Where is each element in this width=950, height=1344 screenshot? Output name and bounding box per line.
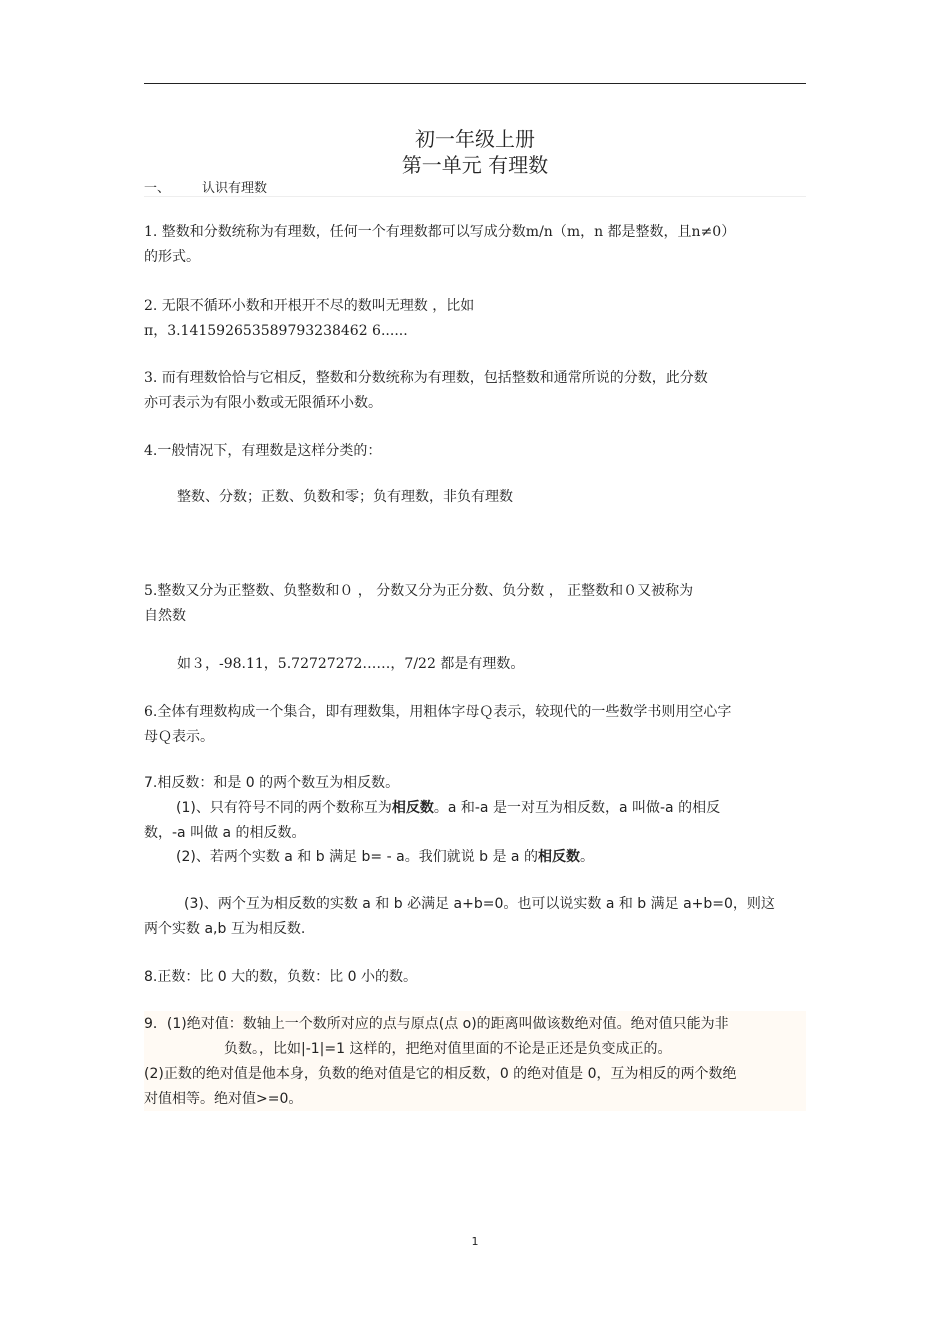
item-3-line-2: 亦可表示为有限小数或无限循环小数。 — [144, 395, 382, 411]
item-6-line-2: 母Ｑ表示。 — [144, 729, 214, 745]
item-5-line-1: 5.整数又分为正整数、负整数和０ ， 分数又分为正分数、负分数 ， 正整数和０又被称为 — [144, 583, 694, 599]
page-number: 1 — [471, 1235, 479, 1248]
item-7-1-bold-term: 相反数 — [391, 800, 434, 816]
item-4: 4.一般情况下，有理数是这样分类的： — [144, 443, 382, 459]
document-title: 初一年级上册 — [415, 127, 535, 151]
item-7-3 — [144, 892, 806, 942]
item-5-example: 如３，-98.11，5.72727272……，7/22 都是有理数。 — [177, 656, 525, 672]
item-7-2-text-post: 。 — [579, 849, 594, 865]
item-2-line-1: 2. 无限不循环小数和开根开不尽的数叫无理数 ，比如 — [144, 298, 475, 314]
item-3 — [144, 366, 806, 416]
section-title: 认识有理数 — [202, 181, 268, 196]
section-divider — [144, 196, 806, 197]
header-rule — [144, 83, 806, 84]
item-7-1 — [144, 796, 806, 846]
item-4-classification: 整数、分数；正数、负数和零；负有理数，非负有理数 — [177, 489, 513, 505]
item-9-line-4: 对值相等。绝对值>=0。 — [144, 1091, 303, 1107]
item-2-line-2: π，3.141592653589793238462 6...... — [144, 323, 408, 339]
section-heading — [144, 177, 267, 196]
item-7-2-text-pre: (2)、若两个实数 a 和 b 满足 b= - a。我们就说 b 是 a 的 — [176, 849, 538, 865]
item-5 — [144, 579, 806, 629]
item-7-3-line-1: (3)、两个互为相反数的实数 a 和 b 必满足 a+b=0。也可以说实数 a 和 b 满足 a+b=0，则这 — [184, 896, 775, 912]
item-7-1-line-1 — [144, 796, 806, 821]
item-6-line-1: 6.全体有理数构成一个集合，即有理数集，用粗体字母Ｑ表示，较现代的一些数学书则用空心字 — [144, 704, 732, 720]
item-7-1-line-2: 数，-a 叫做 a 的相反数。 — [144, 825, 306, 841]
item-7-1-text-post: 。a 和-a 是一对互为相反数，a 叫做-a 的相反 — [433, 800, 721, 816]
item-2 — [144, 294, 806, 344]
item-7-2-bold-term: 相反数 — [537, 849, 580, 865]
item-5-line-2: 自然数 — [144, 608, 186, 624]
section-number: 一、 — [144, 181, 171, 196]
item-7-1-text-pre: (1)、只有符号不同的两个数称互为 — [176, 800, 392, 816]
unit-title: 第一单元 有理数 — [401, 153, 549, 177]
item-7-3-line-2: 两个实数 a,b 互为相反数. — [144, 921, 306, 937]
item-9-line-3: (2)正数的绝对值是他本身，负数的绝对值是它的相反数，0 的绝对值是 0，互为相反的两个数绝 — [144, 1066, 737, 1082]
item-1-line-2: 的形式。 — [144, 249, 200, 265]
item-9-line-2: 负数。，比如|-1|=1 这样的，把绝对值里面的不论是正还是负变成正的。 — [224, 1041, 672, 1057]
item-8: 8.正数：比 0 大的数，负数：比 0 小的数。 — [144, 969, 417, 985]
item-1-line-1: 1. 整数和分数统称为有理数，任何一个有理数都可以写成分数m/n（m，n 都是整数，且n≠0） — [144, 224, 736, 240]
item-9-line-1: 9．(1)绝对值：数轴上一个数所对应的点与原点(点 o)的距离叫做该数绝对值。绝对值只能为非 — [144, 1016, 729, 1032]
item-6 — [144, 700, 806, 750]
item-7-2 — [144, 845, 806, 870]
item-9 — [144, 1012, 806, 1112]
item-1 — [144, 220, 806, 270]
item-7: 7.相反数：和是 0 的两个数互为相反数。 — [144, 775, 400, 791]
item-3-line-1: 3. 而有理数恰恰与它相反，整数和分数统称为有理数，包括整数和通常所说的分数，此分数 — [144, 370, 708, 386]
